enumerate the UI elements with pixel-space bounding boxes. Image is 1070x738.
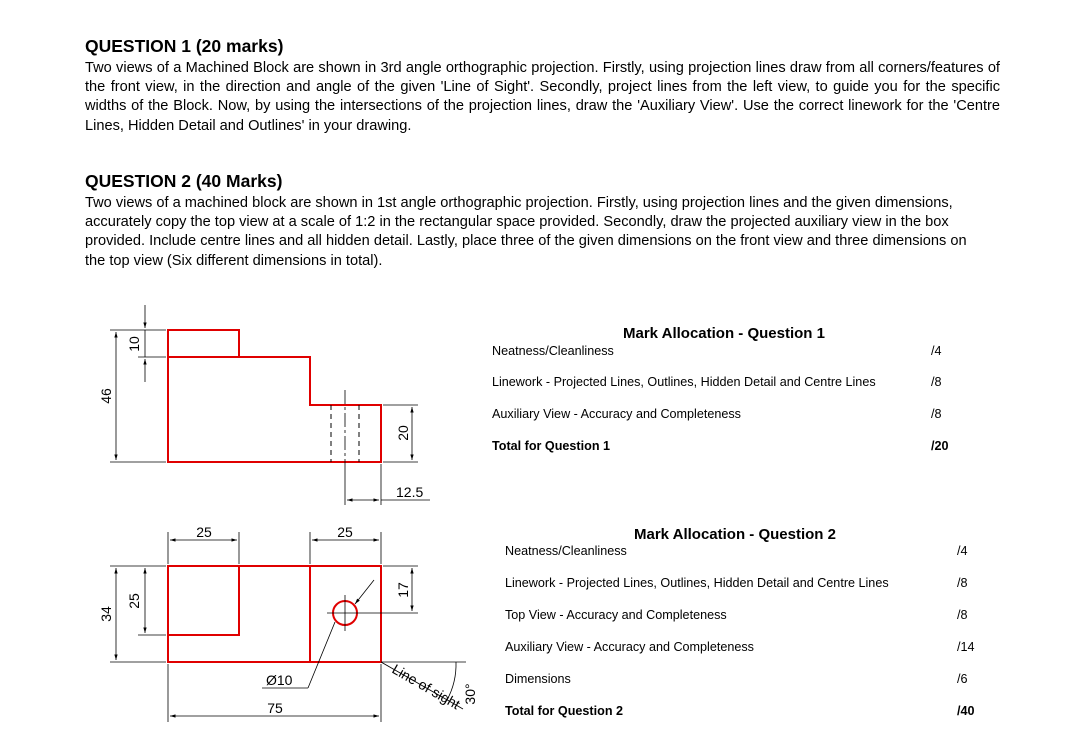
mark-row-label: Dimensions [505, 672, 571, 686]
mark-allocation-q1 [492, 325, 972, 465]
mark-row-value: /8 [957, 576, 968, 590]
mark-allocation-q1-title: Mark Allocation - Question 1 [623, 325, 825, 342]
dim-diameter-text: Ø10 [266, 672, 293, 688]
angle-text: 30° [462, 683, 478, 705]
left-view-outline [168, 566, 381, 662]
mark-row-label: Linework - Projected Lines, Outlines, Hidden Detail and Centre Lines [492, 375, 876, 389]
mark-row-label: Total for Question 2 [505, 704, 624, 718]
dim-46-text: 46 [98, 388, 114, 404]
mark-row-value: /40 [957, 704, 975, 718]
question-2-title: QUESTION 2 (40 Marks) [85, 171, 283, 191]
mark-row-label: Linework - Projected Lines, Outlines, Hidden Detail and Centre Lines [505, 576, 889, 590]
mark-row-value: /14 [957, 640, 975, 654]
dim-20-text: 20 [395, 425, 411, 441]
mark-row-value: /4 [931, 344, 942, 358]
dim-25-vert-text: 25 [126, 593, 142, 609]
mark-allocation-q2 [505, 526, 985, 726]
dim-25-left-text: 25 [196, 524, 212, 540]
mark-row-value: /8 [957, 608, 968, 622]
front-view-outline [168, 330, 381, 462]
question-2-body: Two views of a machined block are shown in 1st angle orthographic projection. Firstly, using projection lines and the given dimensions, accurately copy the top view at a scale of 1:2 in the rectangular space provided. Secondly, draw the projected auxiliary view in the box provided. Include centre lines and all hidden detail. Lastly, place three of the given dimensions on the front view and three dimensions on the top view (Six different dimensions in total). [85, 195, 967, 269]
mark-row-label: Neatness/Cleanliness [492, 344, 614, 358]
dim-10-text: 10 [126, 336, 142, 352]
dia-leader-line [308, 622, 335, 688]
left-view-cutout [168, 566, 239, 635]
dim-34-text: 34 [98, 606, 114, 622]
front-view-step [168, 330, 239, 357]
dim-25-right-text: 25 [337, 524, 353, 540]
mark-row-label: Total for Question 1 [492, 439, 611, 453]
mark-row-value: /8 [931, 375, 942, 389]
mark-row-value: /20 [931, 439, 949, 453]
mark-row-value: /4 [957, 544, 968, 558]
line-of-sight-label: Line of sight [389, 660, 463, 713]
mark-row-value: /6 [957, 672, 968, 686]
mark-allocation-q2-title: Mark Allocation - Question 2 [634, 526, 836, 543]
mark-row-label: Auxiliary View - Accuracy and Completeness [492, 407, 741, 421]
question-1-body: Two views of a Machined Block are shown in 3rd angle orthographic projection. Firstly, using projection lines draw from all corners/features of the front view, in the direction and angle of the given 'Line of Sight'. Secondly, project lines from the left view, to guide you for the specific widths of the Block. Now, by using the intersections of the projection lines, draw the 'Auxiliary View'. Use the correct linework for the 'Centre Lines, Hidden Detail and Outlines' in your drawing. [85, 60, 1000, 134]
dim-75-text: 75 [267, 700, 283, 716]
dim-12-5-text: 12.5 [396, 484, 424, 500]
mark-row-label: Top View - Accuracy and Completeness [505, 608, 727, 622]
dia-leader-arrow [355, 580, 374, 604]
left-view [98, 524, 478, 722]
dim-17-text: 17 [395, 582, 411, 598]
question-1-title: QUESTION 1 (20 marks) [85, 36, 284, 56]
mark-row-label: Neatness/Cleanliness [505, 544, 627, 558]
mark-row-value: /8 [931, 407, 942, 421]
front-view [98, 305, 430, 505]
mark-row-label: Auxiliary View - Accuracy and Completeness [505, 640, 754, 654]
